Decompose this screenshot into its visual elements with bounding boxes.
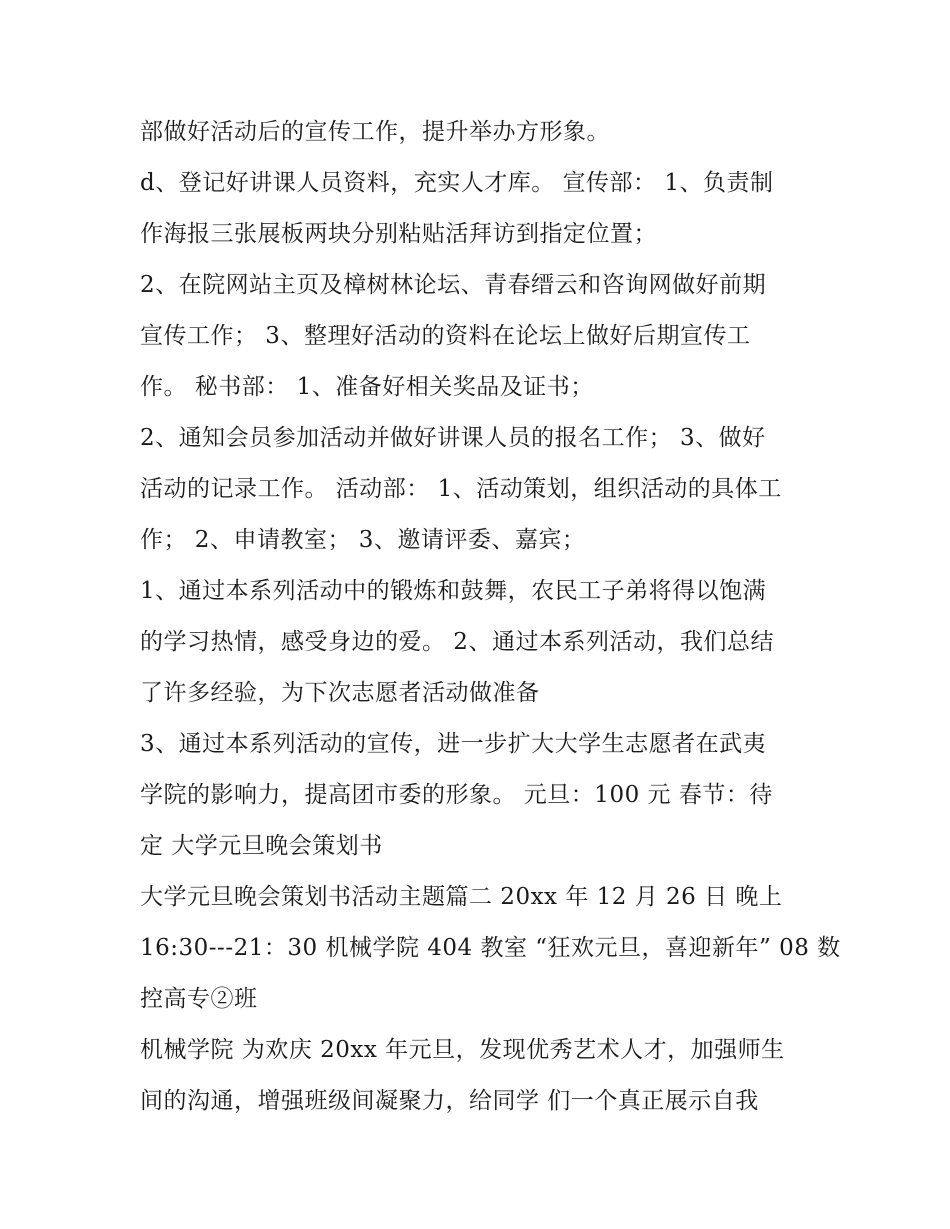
text-line: 2、在院网站主页及樟树林论坛、青春缙云和咨询网做好前期 (140, 272, 767, 298)
text-line: 控高专②班 (140, 986, 258, 1012)
text-line: 1、通过本系列活动中的锻炼和鼓舞，农民工子弟将得以饱满 (140, 578, 767, 604)
text-line: d、登记好讲课人员资料，充实人才库。 宣传部： 1、负责制 (140, 170, 774, 196)
text-line: 部做好活动后的宣传工作，提升举办方形象。 (140, 119, 610, 145)
text-line: 大学元旦晚会策划书活动主题篇二 20xx 年 12 月 26 日 晚上 (140, 884, 783, 910)
text-line: 16:30---21：30 机械学院 404 教室 “狂欢元旦，喜迎新年” 08 数 (140, 935, 841, 961)
text-line: 机械学院 为欢庆 20xx 年元旦，发现优秀艺术人才，加强师生 (140, 1037, 785, 1063)
paragraph (140, 1025, 820, 1127)
text-line: 3、通过本系列活动的宣传，进一步扩大大学生志愿者在武夷 (140, 731, 767, 757)
text-line: 活动的记录工作。 活动部： 1、活动策划，组织活动的具体工 (140, 476, 782, 502)
paragraph (140, 872, 841, 1025)
text-line: 作海报三张展板两块分别粘贴活拜访到指定位置； (140, 221, 657, 247)
paragraph (140, 566, 820, 719)
paragraph (140, 260, 820, 413)
document-body (140, 107, 841, 1127)
text-line: 2、通知会员参加活动并做好讲课人员的报名工作； 3、做好 (140, 425, 766, 451)
text-line: 了许多经验，为下次志愿者活动做准备 (140, 680, 540, 706)
text-line: 间的沟通，增强班级间凝聚力，给同学 们一个真正展示自我 (140, 1088, 759, 1114)
paragraph (140, 107, 820, 158)
paragraph (140, 413, 820, 566)
paragraph (140, 158, 820, 260)
text-line: 宣传工作； 3、整理好活动的资料在论坛上做好后期宣传工 (140, 323, 751, 349)
text-line: 的学习热情，感受身边的爱。 2、通过本系列活动，我们总结 (140, 629, 774, 655)
text-line: 作； 2、申请教室； 3、邀请评委、嘉宾； (140, 527, 586, 553)
text-line: 定 大学元旦晚会策划书 (140, 833, 383, 859)
text-line: 学院的影响力，提高团市委的形象。 元旦：100 元 春节：待 (140, 782, 773, 808)
text-line: 作。 秘书部： 1、准备好相关奖品及证书； (140, 374, 594, 400)
paragraph (140, 719, 820, 872)
